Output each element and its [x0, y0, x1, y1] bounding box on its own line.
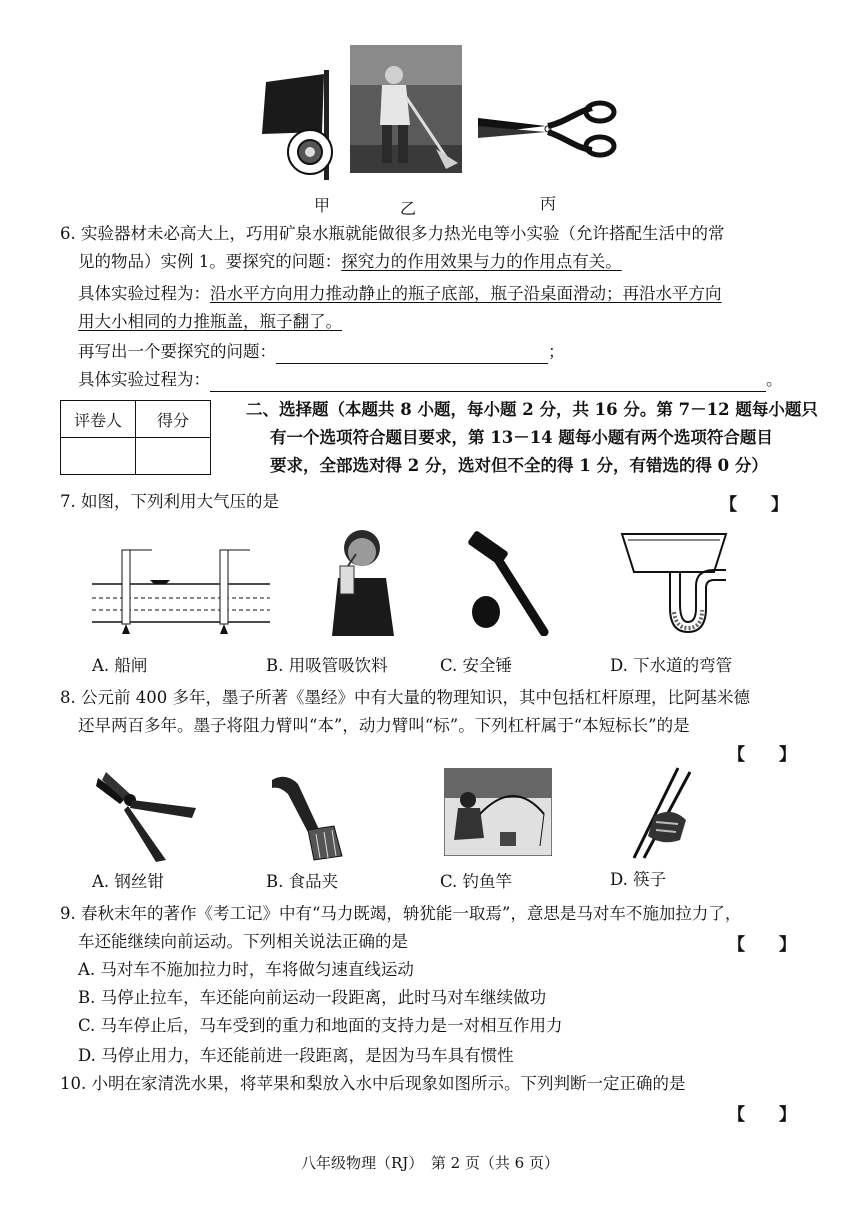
q9-option-d[interactable]: D. 马停止用力，车还能前进一段距离，是因为马车具有惯性 — [78, 1046, 514, 1065]
fishing-rod-photo-icon — [444, 768, 552, 856]
q6-new-question-blank[interactable] — [276, 345, 548, 364]
q8-line2: 还早两百多年。墨子将阻力臂叫“本”，动力臂叫“标”。下列杠杆属于“本短标长”的是 — [78, 716, 690, 735]
q9-option-a[interactable]: A. 马对车不施加拉力时，车将做匀速直线运动 — [78, 960, 414, 979]
q6-new-process-label: 具体实验过程为： — [78, 370, 210, 389]
q7-option-c[interactable]: C. 安全锤 — [440, 656, 513, 675]
broom-sweeping-photo-icon — [350, 45, 462, 173]
figure-label-jia: 甲 — [314, 196, 331, 215]
q6-example-question: 探究力的作用效果与力的作用点有关。 — [341, 252, 622, 271]
section2-line3: 要求，全部选对得 2 分，选对但不全的得 1 分，有错选的得 0 分） — [270, 456, 768, 475]
pliers-icon — [92, 768, 202, 864]
q6-example-process: 沿水平方向用力推动静止的瓶子底部，瓶子沿桌面滑动；再沿水平方向 — [210, 284, 722, 303]
q6-new-question-label: 再写出一个要探究的问题： — [78, 342, 276, 361]
q7-answer-bracket[interactable]: 【 】 — [720, 495, 788, 515]
q8-option-a[interactable]: A. 钢丝钳 — [92, 872, 164, 891]
q8-line1: 8. 公元前 400 多年，墨子所著《墨经》中有大量的物理知识，其中包括杠杆原理，比阿基米德 — [60, 688, 750, 707]
q9-answer-bracket[interactable]: 【 】 — [728, 935, 796, 955]
scissors-icon — [474, 98, 618, 160]
section2-line1: 二、选择题（本题共 8 小题，每小题 2 分，共 16 分。第 7－12 题每小题只 — [246, 400, 818, 419]
q6-line6: 具体实验过程为： 。 — [78, 368, 783, 392]
q6-question-label: 见的物品）实例 1。要探究的问题： — [78, 252, 342, 271]
q6-line5: 再写出一个要探究的问题： ； — [78, 340, 565, 364]
food-tongs-icon — [268, 770, 354, 862]
sink-drain-trap-icon — [618, 528, 730, 640]
score-box-grader-cell[interactable] — [61, 438, 136, 475]
q6-line3 — [78, 282, 722, 306]
score-box-grader-header: 评卷人 — [61, 401, 136, 438]
q7-option-d[interactable]: D. 下水道的弯管 — [610, 656, 733, 675]
q8-option-d[interactable]: D. 筷子 — [610, 870, 667, 889]
q8-option-c[interactable]: C. 钓鱼竿 — [440, 872, 513, 891]
boy-drinking-straw-icon — [326, 526, 402, 636]
score-box-score-header: 得分 — [136, 401, 211, 438]
q7-option-b[interactable]: B. 用吸管吸饮料 — [266, 656, 388, 675]
q9-option-b[interactable]: B. 马停止拉车，车还能向前运动一段距离，此时马对车继续做功 — [78, 988, 547, 1007]
q6-process-label: 具体实验过程为： — [78, 284, 210, 303]
q9-line2: 车还能继续向前运动。下列相关说法正确的是 — [78, 932, 408, 951]
section2-line2: 有一个选项符合题目要求，第 13－14 题每小题有两个选项符合题目 — [270, 428, 773, 447]
q10-answer-bracket[interactable]: 【 】 — [728, 1105, 796, 1125]
safety-hammer-icon — [462, 526, 552, 636]
q10-line1: 10. 小明在家清洗水果，将苹果和梨放入水中后现象如图所示。下列判断一定正确的是 — [60, 1074, 686, 1093]
q9-option-c[interactable]: C. 马车停止后，马车受到的重力和地面的支持力是一对相互作用力 — [78, 1016, 563, 1035]
q7-option-a[interactable]: A. 船闸 — [92, 656, 148, 675]
figure-label-bing: 丙 — [540, 194, 557, 213]
page-footer: 八年级物理（RJ） 第 2 页（共 6 页） — [301, 1154, 559, 1172]
q7-stem: 7. 如图，下列利用大气压的是 — [60, 492, 279, 511]
q6-new-process-blank[interactable] — [210, 373, 766, 392]
score-box — [60, 400, 211, 475]
figure-label-yi: 乙 — [400, 199, 417, 218]
ship-lock-icon — [92, 546, 270, 636]
chopsticks-icon — [626, 766, 702, 862]
q9-line1: 9. 春秋末年的著作《考工记》中有“马力既竭，辀犹能一取焉”，意思是马对车不施加拉力了， — [60, 904, 742, 923]
q8-option-b[interactable]: B. 食品夹 — [266, 872, 339, 891]
q6-line2 — [78, 250, 622, 274]
q8-answer-bracket[interactable]: 【 】 — [728, 745, 796, 765]
flag-pole-pulley-icon — [258, 64, 340, 184]
score-box-score-cell[interactable] — [136, 438, 211, 475]
q6-line1: 6. 实验器材未必高大上，巧用矿泉水瓶就能做很多力热光电等小实验（允许搭配生活中的常 — [60, 224, 725, 243]
q6-example-process-cont: 用大小相同的力推瓶盖，瓶子翻了。 — [78, 312, 342, 331]
